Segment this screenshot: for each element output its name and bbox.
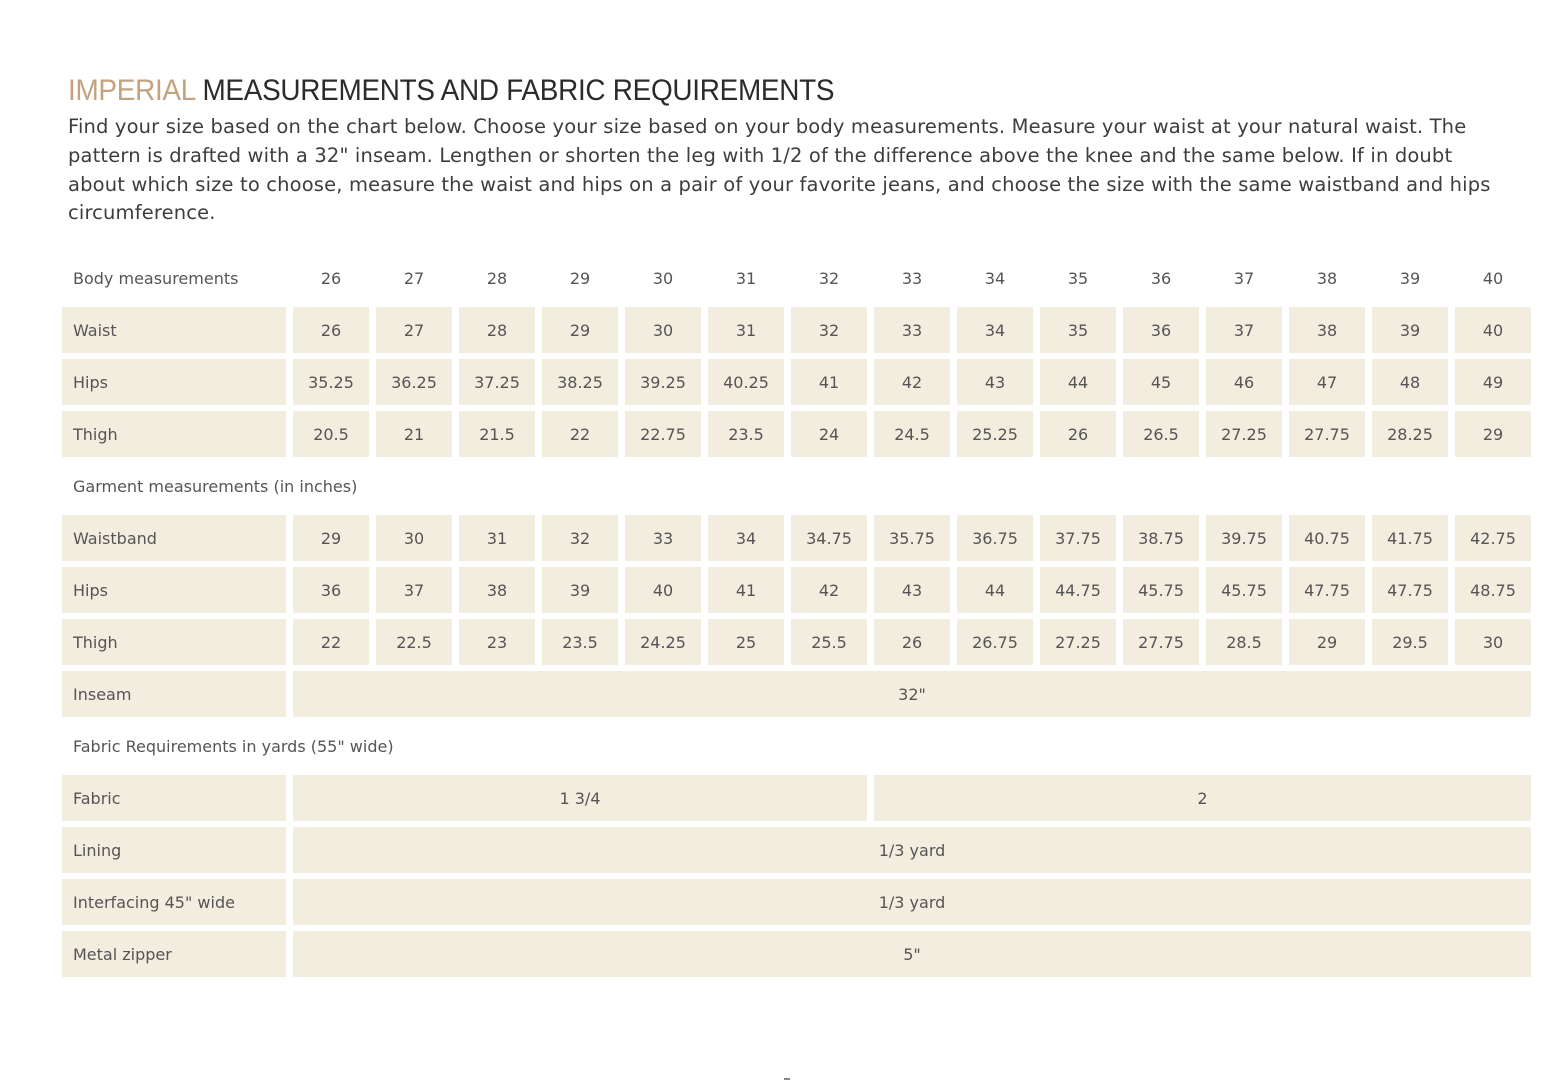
body-cell: 28.25 [1372, 411, 1448, 457]
garment-cell: 35.75 [874, 515, 950, 561]
garment-cell: 22.5 [376, 619, 452, 665]
body-cell: 23.5 [708, 411, 784, 457]
garment-cell: 34 [708, 515, 784, 561]
body-cell: 33 [874, 307, 950, 353]
body-cell: 39.25 [625, 359, 701, 405]
body-cell: 25.25 [957, 411, 1033, 457]
body-cell: 40 [1455, 307, 1531, 353]
body-cell: 27 [376, 307, 452, 353]
garment-cell: 34.75 [791, 515, 867, 561]
size-header: 32 [818, 268, 840, 288]
fabric-value-sizes-33-40: 2 [874, 775, 1531, 821]
garment-cell: 29 [293, 515, 369, 561]
fabric-label: Fabric [62, 775, 286, 821]
page-title [68, 74, 834, 108]
intro-paragraph: Find your size based on the chart below. Choose your size based on your body measurements. Measure your waist at your natural waist. The pattern is drafted with a 32" inseam. Lengthen or shorten the leg with 1/2 of the difference above the knee and the same below. If in doubt about which size to choose, measure the waist and hips on a pair of your favorite jeans, and choose the size with the same waistband and hips circumference. [68, 115, 1491, 225]
garment-cell: 30 [1455, 619, 1531, 665]
garment-cell: 23 [459, 619, 535, 665]
garment-cell: 40.75 [1289, 515, 1365, 561]
body-row-label: Waist [62, 307, 286, 353]
lining-label: Lining [62, 827, 286, 873]
garment-cell: 42 [791, 567, 867, 613]
body-cell: 36 [1123, 307, 1199, 353]
garment-cell: 47.75 [1372, 567, 1448, 613]
zipper-label: Metal zipper [62, 931, 286, 977]
garment-cell: 45.75 [1123, 567, 1199, 613]
body-cell: 26 [1040, 411, 1116, 457]
garment-cell: 41 [708, 567, 784, 613]
body-cell: 35 [1040, 307, 1116, 353]
page-marker [784, 1078, 790, 1080]
size-header: 40 [1482, 268, 1504, 288]
body-cell: 29 [1455, 411, 1531, 457]
garment-cell: 32 [542, 515, 618, 561]
body-cell: 45 [1123, 359, 1199, 405]
body-cell: 30 [625, 307, 701, 353]
body-cell: 49 [1455, 359, 1531, 405]
size-header: 35 [1067, 268, 1089, 288]
interfacing-value: 1/3 yard [293, 879, 1531, 925]
size-header: 33 [901, 268, 923, 288]
garment-cell: 41.75 [1372, 515, 1448, 561]
garment-row-label: Hips [62, 567, 286, 613]
body-measurements-header: Body measurements [73, 268, 239, 288]
body-row-label: Hips [62, 359, 286, 405]
garment-cell: 28.5 [1206, 619, 1282, 665]
garment-cell: 39.75 [1206, 515, 1282, 561]
fabric-requirements-header: Fabric Requirements in yards (55" wide) [73, 736, 394, 756]
garment-cell: 38 [459, 567, 535, 613]
body-cell: 22 [542, 411, 618, 457]
body-cell: 38 [1289, 307, 1365, 353]
garment-cell: 38.75 [1123, 515, 1199, 561]
garment-cell: 33 [625, 515, 701, 561]
garment-cell: 29 [1289, 619, 1365, 665]
garment-cell: 27.75 [1123, 619, 1199, 665]
garment-cell: 29.5 [1372, 619, 1448, 665]
zipper-value: 5" [293, 931, 1531, 977]
size-chart-table [62, 255, 1531, 977]
body-cell: 32 [791, 307, 867, 353]
body-cell: 35.25 [293, 359, 369, 405]
body-cell: 24.5 [874, 411, 950, 457]
title-rest: MEASUREMENTS AND FABRIC REQUIREMENTS [202, 74, 835, 107]
body-cell: 41 [791, 359, 867, 405]
size-header: 26 [320, 268, 342, 288]
garment-row-label: Waistband [62, 515, 286, 561]
body-cell: 31 [708, 307, 784, 353]
size-header: 36 [1150, 268, 1172, 288]
body-cell: 40.25 [708, 359, 784, 405]
size-header: 37 [1233, 268, 1255, 288]
garment-cell: 26.75 [957, 619, 1033, 665]
body-cell: 42 [874, 359, 950, 405]
body-cell: 29 [542, 307, 618, 353]
size-header: 27 [403, 268, 425, 288]
title-accent: IMPERIAL [68, 74, 195, 107]
garment-cell: 43 [874, 567, 950, 613]
size-header: 38 [1316, 268, 1338, 288]
body-cell: 48 [1372, 359, 1448, 405]
body-cell: 27.75 [1289, 411, 1365, 457]
garment-cell: 26 [874, 619, 950, 665]
body-cell: 26.5 [1123, 411, 1199, 457]
body-cell: 44 [1040, 359, 1116, 405]
garment-cell: 44 [957, 567, 1033, 613]
garment-cell: 40 [625, 567, 701, 613]
garment-cell: 31 [459, 515, 535, 561]
garment-cell: 44.75 [1040, 567, 1116, 613]
garment-cell: 25 [708, 619, 784, 665]
fabric-value-sizes-26-32: 1 3/4 [293, 775, 867, 821]
garment-cell: 39 [542, 567, 618, 613]
garment-cell: 45.75 [1206, 567, 1282, 613]
body-cell: 39 [1372, 307, 1448, 353]
body-cell: 22.75 [625, 411, 701, 457]
garment-cell: 37.75 [1040, 515, 1116, 561]
body-cell: 34 [957, 307, 1033, 353]
inseam-label: Inseam [62, 671, 286, 717]
body-cell: 20.5 [293, 411, 369, 457]
garment-cell: 30 [376, 515, 452, 561]
interfacing-label: Interfacing 45" wide [62, 879, 286, 925]
size-header: 39 [1399, 268, 1421, 288]
garment-cell: 24.25 [625, 619, 701, 665]
inseam-value: 32" [293, 671, 1531, 717]
garment-cell: 37 [376, 567, 452, 613]
size-header: 29 [569, 268, 591, 288]
body-row-label: Thigh [62, 411, 286, 457]
garment-cell: 27.25 [1040, 619, 1116, 665]
garment-cell: 25.5 [791, 619, 867, 665]
lining-value: 1/3 yard [293, 827, 1531, 873]
body-cell: 37.25 [459, 359, 535, 405]
body-cell: 26 [293, 307, 369, 353]
garment-cell: 48.75 [1455, 567, 1531, 613]
garment-cell: 36.75 [957, 515, 1033, 561]
garment-cell: 42.75 [1455, 515, 1531, 561]
body-cell: 38.25 [542, 359, 618, 405]
body-cell: 43 [957, 359, 1033, 405]
body-cell: 21.5 [459, 411, 535, 457]
size-header: 34 [984, 268, 1006, 288]
body-cell: 21 [376, 411, 452, 457]
body-cell: 24 [791, 411, 867, 457]
garment-cell: 36 [293, 567, 369, 613]
garment-measurements-header: Garment measurements (in inches) [73, 476, 358, 496]
garment-row-label: Thigh [62, 619, 286, 665]
body-cell: 37 [1206, 307, 1282, 353]
garment-cell: 22 [293, 619, 369, 665]
size-header: 31 [735, 268, 757, 288]
body-cell: 47 [1289, 359, 1365, 405]
body-cell: 27.25 [1206, 411, 1282, 457]
body-cell: 46 [1206, 359, 1282, 405]
body-cell: 28 [459, 307, 535, 353]
size-header: 28 [486, 268, 508, 288]
body-cell: 36.25 [376, 359, 452, 405]
garment-cell: 47.75 [1289, 567, 1365, 613]
garment-cell: 23.5 [542, 619, 618, 665]
size-header: 30 [652, 268, 674, 288]
